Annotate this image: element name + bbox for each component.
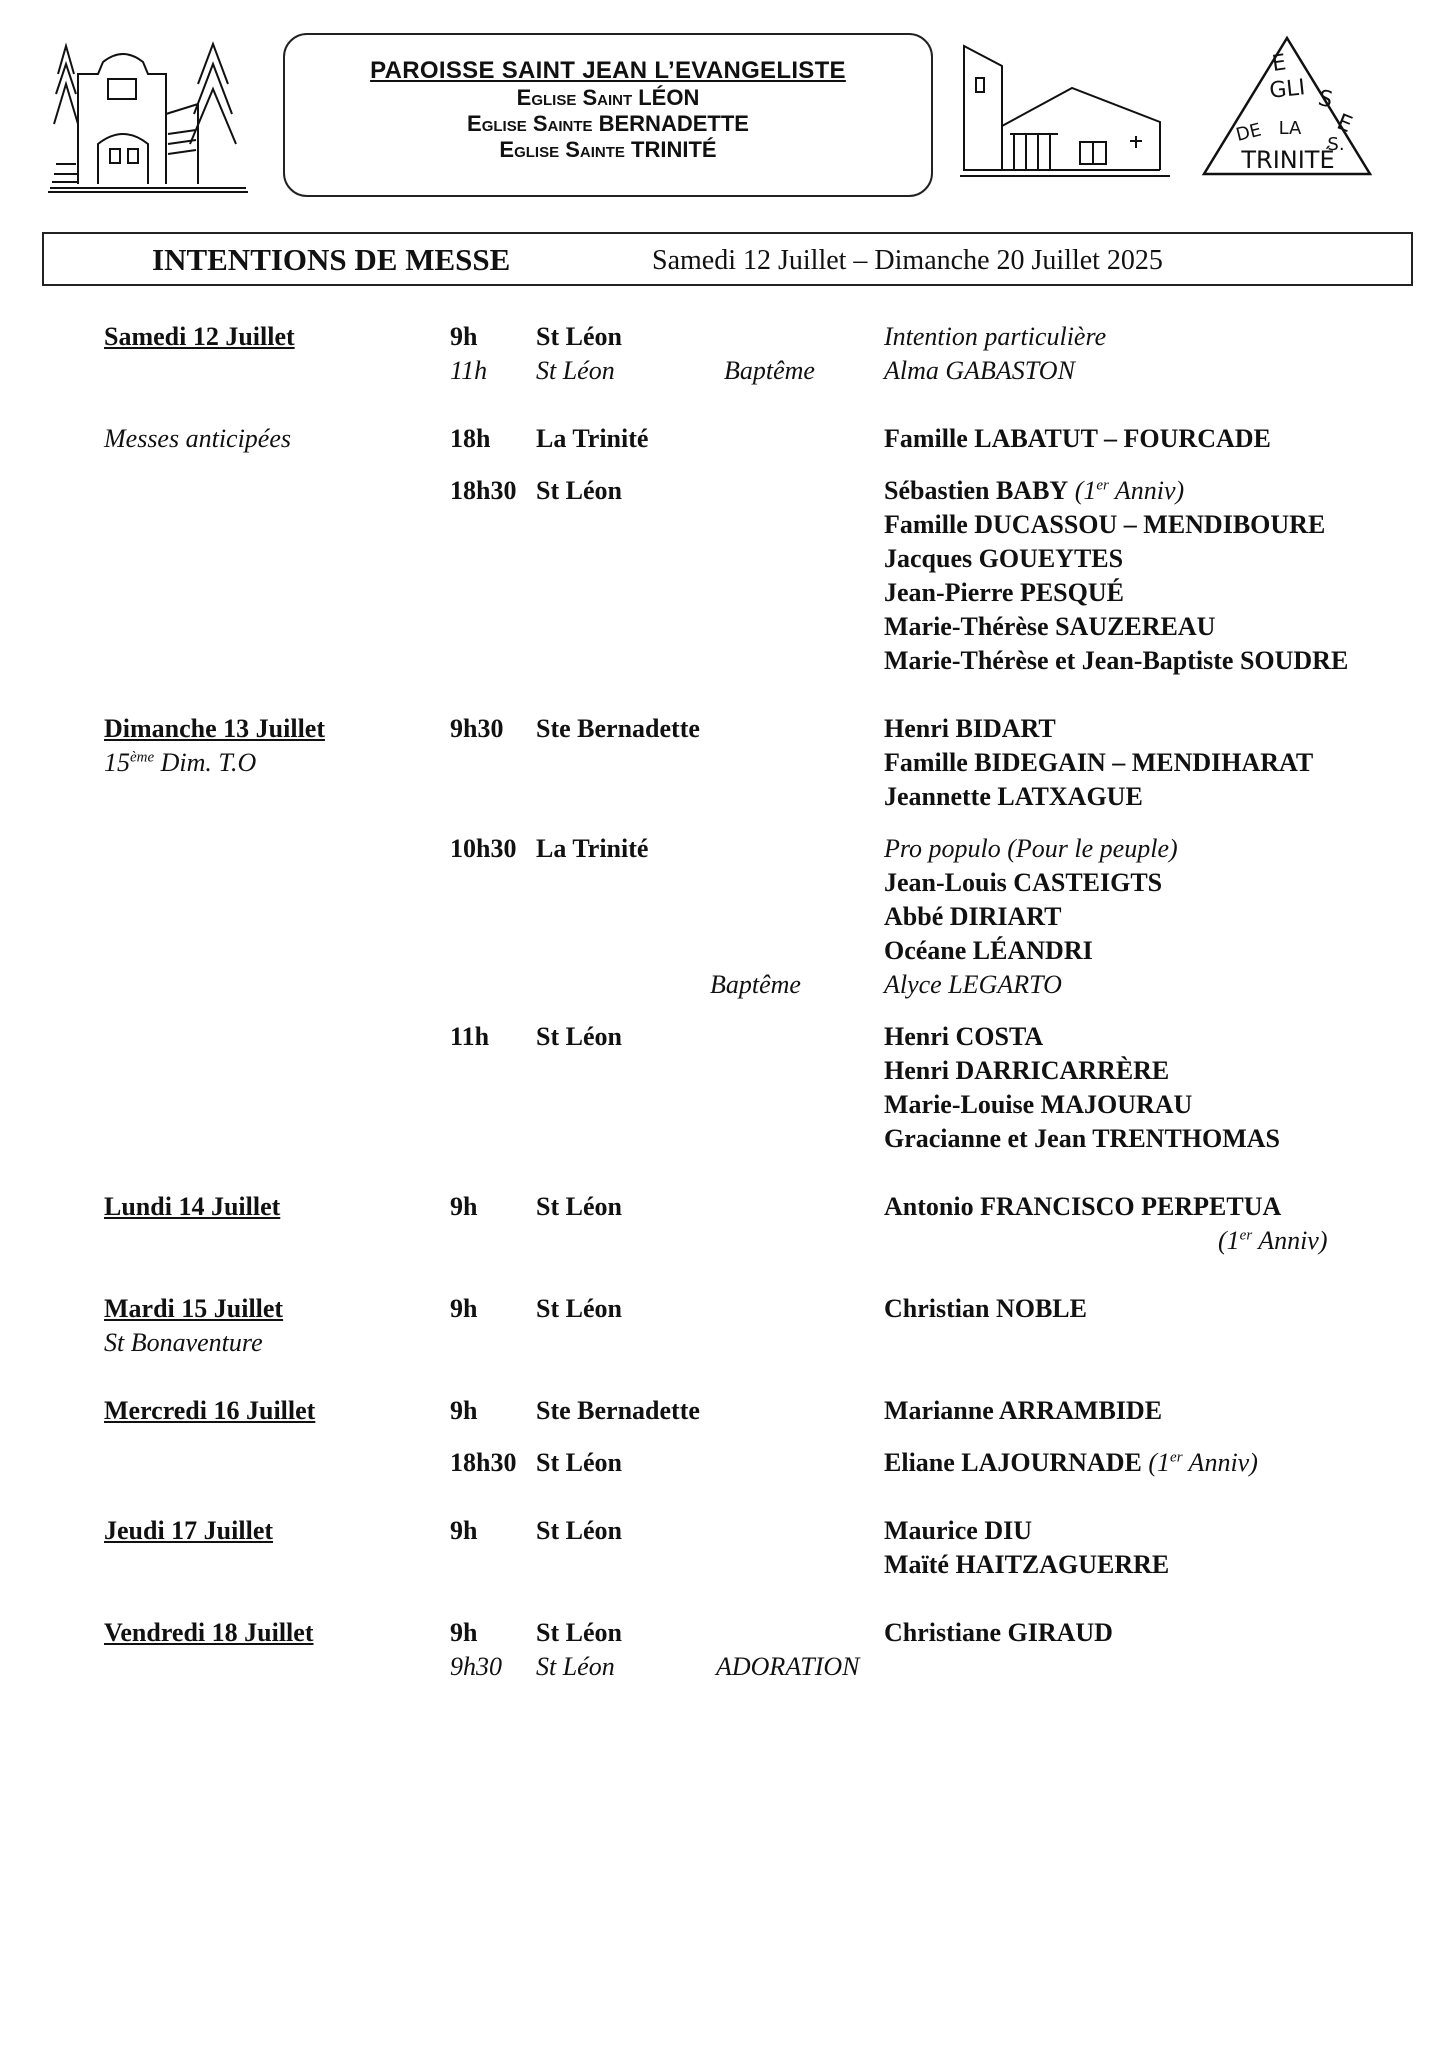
mass-intention: Famille BIDEGAIN – MENDIHARAT: [884, 748, 1314, 777]
church-sainte-trinite: Eglise Sainte TRINITÉ: [499, 137, 717, 162]
mass-intention: Henri COSTA: [884, 1022, 1044, 1051]
title-box: [42, 232, 1413, 286]
mass-intention: Intention particulière: [884, 322, 1107, 351]
mass-intention: Famille LABATUT – FOURCADE: [884, 424, 1271, 453]
mass-intention: Alma GABASTON: [884, 356, 1075, 385]
mass-time: 9h30: [450, 1652, 502, 1681]
mass-intention: Alyce LEGARTO: [884, 970, 1062, 999]
svg-text:LA: LA: [1278, 118, 1302, 139]
mass-place: St Léon: [536, 1516, 622, 1545]
mass-place: St Léon: [536, 322, 622, 351]
mass-place: St Léon: [536, 1022, 622, 1051]
parish-name: PAROISSE SAINT JEAN L’EVANGELISTE: [370, 57, 846, 84]
day-label: Mercredi 16 Juillet: [104, 1396, 316, 1425]
mass-intention: Jean-Pierre PESQUÉ: [884, 578, 1124, 607]
mass-intention: Jean-Louis CASTEIGTS: [884, 868, 1163, 897]
mass-intention: Maïté HAITZAGUERRE: [884, 1550, 1170, 1579]
mass-intention: Marie-Thérèse SAUZEREAU: [884, 612, 1216, 641]
mass-time: 9h: [450, 1396, 478, 1425]
mass-time: 9h: [450, 1294, 478, 1323]
saint-of-day: St Bonaventure: [104, 1328, 263, 1357]
mass-time: 11h: [450, 356, 488, 385]
day-label: Vendredi 18 Juillet: [104, 1618, 314, 1647]
svg-text:DE: DE: [1233, 119, 1264, 146]
anniversary-note: (1er Anniv): [1218, 1226, 1328, 1255]
mass-intention: Christiane GIRAUD: [884, 1618, 1113, 1647]
mass-time: 18h: [450, 424, 491, 453]
mass-time: 9h: [450, 1618, 478, 1647]
date-range: Samedi 12 Juillet – Dimanche 20 Juillet 2025: [652, 245, 1163, 276]
mass-place: Ste Bernadette: [536, 1396, 700, 1425]
liturgical-day: 15ème Dim. T.O: [104, 748, 257, 777]
mass-place: St Léon: [536, 356, 615, 385]
mass-time: 18h30: [450, 1448, 517, 1477]
mass-intention: Maurice DIU: [884, 1516, 1033, 1545]
mass-type: Baptême: [710, 970, 801, 999]
svg-text:E: E: [1333, 109, 1356, 139]
mass-intention: Marie-Louise MAJOURAU: [884, 1090, 1193, 1119]
mass-place: St Léon: [536, 1294, 622, 1323]
mass-intention: Abbé DIRIART: [884, 902, 1062, 931]
sainte-bernadette-church-drawing: [960, 42, 1172, 182]
mass-intention: Gracianne et Jean TRENTHOMAS: [884, 1124, 1281, 1153]
day-label: Mardi 15 Juillet: [104, 1294, 284, 1323]
day-label: Lundi 14 Juillet: [104, 1192, 281, 1221]
mass-time: 9h: [450, 1192, 478, 1221]
mass-intention: Henri DARRICARRÈRE: [884, 1056, 1170, 1085]
mass-intention: Henri BIDART: [884, 714, 1056, 743]
mass-place: St Léon: [536, 1192, 622, 1221]
day-label: Samedi 12 Juillet: [104, 322, 295, 351]
mass-intention: Christian NOBLE: [884, 1294, 1087, 1323]
mass-intention: Marie-Thérèse et Jean-Baptiste SOUDRE: [884, 646, 1349, 675]
mass-place: La Trinité: [536, 424, 649, 453]
mass-place: La Trinité: [536, 834, 649, 863]
mass-time: 9h30: [450, 714, 504, 743]
parish-header-box: [283, 33, 933, 197]
mass-place: St Léon: [536, 1448, 622, 1477]
document-title: INTENTIONS DE MESSE: [152, 242, 511, 277]
mass-intention: Eliane LAJOURNADE (1er Anniv): [884, 1448, 1258, 1477]
mass-intention: Pro populo (Pour le peuple): [884, 834, 1178, 863]
mass-type: ADORATION: [716, 1652, 860, 1681]
mass-place: Ste Bernadette: [536, 714, 700, 743]
mass-time: 10h30: [450, 834, 517, 863]
church-sainte-bernadette: Eglise Sainte BERNADETTE: [467, 111, 749, 136]
church-saint-leon: Eglise Saint LÉON: [516, 85, 700, 110]
saint-leon-church-drawing: [48, 34, 248, 194]
mass-time: 11h: [450, 1022, 490, 1051]
mass-intention: Sébastien BABY (1er Anniv): [884, 476, 1185, 505]
svg-text:S: S: [1315, 85, 1335, 114]
mass-intention: Famille DUCASSOU – MENDIBOURE: [884, 510, 1326, 539]
mass-place: St Léon: [536, 1652, 615, 1681]
mass-place: St Léon: [536, 476, 622, 505]
svg-text:GLI: GLI: [1268, 75, 1307, 104]
mass-intention: Antonio FRANCISCO PERPETUA: [884, 1192, 1282, 1221]
mass-type: Baptême: [724, 356, 815, 385]
svg-text:E: E: [1270, 50, 1288, 77]
svg-text:TRINITÉ: TRINITÉ: [1241, 146, 1335, 174]
day-label: Dimanche 13 Juillet: [104, 714, 325, 743]
sainte-trinite-logo: [1198, 34, 1376, 182]
mass-intention: Marianne ARRAMBIDE: [884, 1396, 1163, 1425]
mass-time: 18h30: [450, 476, 517, 505]
mass-time: 9h: [450, 1516, 478, 1545]
svg-text:S.: S.: [1327, 134, 1345, 155]
mass-time: 9h: [450, 322, 478, 351]
mass-place: St Léon: [536, 1618, 622, 1647]
anticipated-masses-label: Messes anticipées: [104, 424, 292, 453]
mass-intention: Jeannette LATXAGUE: [884, 782, 1143, 811]
mass-intention: Jacques GOUEYTES: [884, 544, 1124, 573]
day-label: Jeudi 17 Juillet: [104, 1516, 274, 1545]
mass-intention: Océane LÉANDRI: [884, 936, 1093, 965]
